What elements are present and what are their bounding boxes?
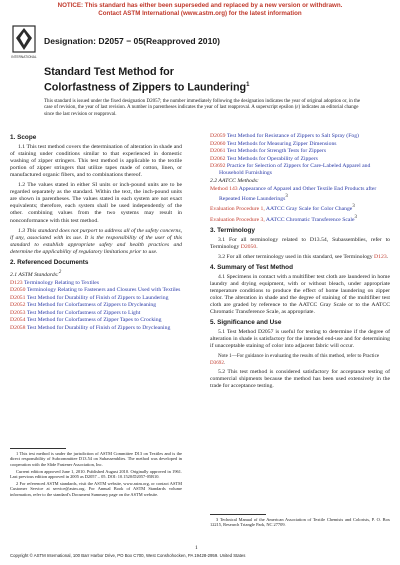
- title-line-2: [44, 79, 250, 95]
- astm-reference-list: [10, 280, 182, 332]
- reference-footnote-mark: 3: [354, 214, 357, 220]
- reference-title: Practice for Selection of Zippers for Care-Labeled Apparel and Household Furnishings: [219, 163, 371, 177]
- footnote-rule-right: [210, 514, 266, 515]
- aatcc-reference-list: [210, 186, 390, 224]
- reference-footnote-mark: 3: [352, 204, 355, 210]
- reference-code[interactable]: D2061: [210, 148, 226, 155]
- footnotes-left: [10, 451, 182, 499]
- footnote: 3 Technical Manual of the American Association of Textile Chemists and Colorists, P. O. Box 12215, Research Triangle Park, NC 27709.: [210, 517, 390, 528]
- terminology-p1-link[interactable]: D2050: [240, 243, 257, 250]
- reference-item[interactable]: [10, 280, 182, 287]
- reference-item[interactable]: [10, 295, 182, 302]
- reference-code[interactable]: D2059: [210, 133, 226, 139]
- title-footnote-mark: 1: [246, 82, 250, 88]
- scope-paragraph-3: 1.3 This standard does not purport to address all of the safety concerns, if any, associated with its use. It is the responsibility of the user of this standard to establish appropriate safety and health practices and determine the applicability of regulatory limitations prior to use.: [10, 227, 182, 255]
- reference-code[interactable]: D2051: [10, 294, 26, 301]
- reference-item[interactable]: [10, 310, 182, 317]
- reference-item[interactable]: [10, 287, 182, 294]
- supersede-notice: [0, 2, 400, 18]
- reference-code[interactable]: D2060: [210, 140, 226, 147]
- reference-item[interactable]: [210, 133, 390, 140]
- reference-code[interactable]: D2058: [10, 325, 26, 332]
- reference-title: AATCC Chromatic Transference Scale: [265, 216, 355, 223]
- astm-logo: [10, 24, 38, 62]
- reference-item[interactable]: [10, 325, 182, 332]
- reference-code[interactable]: D2054: [10, 317, 26, 324]
- notice-line-1: NOTICE: This standard has either been superseded and replaced by a new version or withdrawn.: [57, 2, 343, 9]
- reference-code[interactable]: D3692: [210, 163, 226, 170]
- reference-title: AATCC Gray Scale for Color Change: [265, 206, 353, 213]
- reference-item[interactable]: [210, 163, 390, 177]
- terminology-p1-end: .: [256, 243, 258, 250]
- reference-title: Test Method for Colorfastness of Zippers to Drycleaning: [26, 302, 157, 309]
- footnote: Current edition approved June 1, 2010. Published August 2010. Originally approved in 1961. Last previous edition approved in 2005 as D2057 – 05. DOI: 10.1520/D2057-05R10.: [10, 468, 182, 480]
- summary-paragraph-1: 4.1 Specimens in contact with a multifiber test cloth are laundered in home laundry and drying equipment, with or without bleach, under appropriate temperature conditions to produce the effect of home laundering on zipper color. The alteration in shade and the degree of staining of the multifiber test cloth are graded by reference to the AATCC Gray Scale or to the AATCC Chromatic Transference Scale, as appropriate.: [210, 273, 390, 316]
- reference-code[interactable]: Evaluation Procedure 1,: [210, 206, 265, 213]
- reference-code[interactable]: Method 143: [210, 185, 238, 192]
- reference-item[interactable]: [210, 186, 390, 203]
- reference-item[interactable]: [10, 317, 182, 324]
- designation: Designation: D2057 − 05(Reapproved 2010): [44, 36, 220, 46]
- scope-paragraph-1: 1.1 This test method covers the determination of alteration in shade and of staining under conditions similar to that experienced in domestic washing of zipper stringers. This test method is applicable to the textile portion of zipper stringers that utilize tapes made of cotton, linen, or manufactured organic fibers, and to combinations thereof.: [10, 144, 182, 179]
- terminology-p2-text: 3.2 For all other terminology used in this standard, see Terminology: [218, 253, 375, 260]
- note-link[interactable]: D3692: [210, 359, 224, 366]
- footnote-rule-left: [10, 448, 66, 449]
- right-column: [210, 133, 390, 393]
- astm-reference-list-continued: [210, 133, 390, 177]
- terminology-paragraph-2: [210, 254, 390, 261]
- reference-item[interactable]: [210, 203, 390, 213]
- reference-code[interactable]: D123: [10, 279, 23, 286]
- left-column: [10, 131, 182, 333]
- section-heading-terminology: 3. Terminology: [210, 226, 255, 234]
- terminology-p2-end: .: [386, 253, 389, 260]
- reference-item[interactable]: [210, 214, 390, 224]
- reference-code[interactable]: D2062: [210, 155, 226, 162]
- section-heading-summary: 4. Summary of Test Method: [210, 263, 293, 271]
- astm-footnote-mark: 2: [58, 269, 62, 275]
- reference-item[interactable]: [210, 156, 390, 163]
- reference-title: Test Method for Colorfastness of Zipper Tapes to Crocking: [26, 317, 162, 324]
- reference-title: Test Method for Resistance of Zippers to Salt Spray (Fog): [226, 133, 359, 139]
- note-end: .: [223, 359, 226, 366]
- reference-code[interactable]: D2050: [10, 287, 26, 294]
- page-number: 1: [195, 545, 198, 551]
- aatcc-methods-subheading: 2.2 AATCC Methods:: [210, 177, 259, 184]
- astm-standards-label: 2.1 ASTM Standards:: [10, 271, 59, 278]
- issuance-statement: This standard is issued under the fixed designation D2057; the number immediately following the designation indicates the year of original adoption or, in the case of revision, the year of last revision. A number in parentheses indicates the year of last reapproval. A superscript epsilon (ε) indicates an editorial change since the last revision or reapproval.: [44, 99, 361, 117]
- document-title: [44, 66, 250, 95]
- astm-standards-subheading: [10, 269, 182, 279]
- terminology-p2-link[interactable]: D123: [374, 253, 387, 260]
- footnote: 1 This test method is under the jurisdiction of ASTM Committee D13 on Textiles and is the direct responsibility of Subcommittee D13.54 on Subassemblies. The method was developed in cooperation with the Slide Fastener Association, Inc.: [10, 451, 182, 467]
- reference-title: Appearance of Apparel and Other Textile End Products after Repeated Home Launderings: [219, 185, 377, 202]
- section-heading-referenced-documents: 2. Referenced Documents: [10, 258, 89, 266]
- reference-title: Test Methods for Measuring Zipper Dimensions: [226, 140, 337, 147]
- reference-title: Test Methods for Strength Tests for Zippers: [226, 148, 327, 155]
- copyright-line: Copyright © ASTM International, 100 Barr Harbor Drive, PO Box C700, West Conshohocken, PA 19428-2959. United States: [10, 553, 246, 558]
- section-heading-scope: 1. Scope: [10, 134, 37, 141]
- reference-code[interactable]: D2053: [10, 309, 26, 316]
- note-text: Note 1—For guidance in evaluating the results of this method, refer to Practice: [218, 353, 380, 360]
- significance-paragraph-2: 5.2 This test method is considered satisfactory for acceptance testing of commercial shipments because the method has been used extensively in the trade for acceptance testing.: [210, 368, 390, 389]
- terminology-p1-text: 3.1 For all terminology related to D13.54, Subassemblies, refer to Terminology: [210, 236, 390, 250]
- reference-title: Terminology Relating to Textiles: [23, 279, 100, 286]
- notice-line-2: Contact ASTM International (www.astm.org) for the latest information: [98, 10, 302, 17]
- reference-item[interactable]: [210, 148, 390, 155]
- footnotes-right: [210, 517, 390, 529]
- logo-text: INTERNATIONAL: [11, 55, 37, 59]
- title-main: Colorfastness of Zippers to Laundering: [44, 81, 247, 94]
- terminology-paragraph-1: [210, 237, 390, 251]
- reference-title: Test Method for Durability of Finish of Zippers to Laundering: [26, 294, 169, 301]
- reference-item[interactable]: [210, 141, 390, 148]
- significance-paragraph-1: 5.1 Test Method D2057 is useful for testing to determine if the degree of alteration in shade is satisfactory for the intended end-use and for determining if unacceptable staining of color into adjacent fabric will occur.: [210, 329, 390, 350]
- reference-title: Test Methods for Operability of Zippers: [226, 155, 318, 162]
- reference-title: Terminology Relating to Fasteners and Closures Used with Textiles: [26, 287, 181, 294]
- reference-title: Test Method for Durability of Finish of Zippers to Drycleaning: [26, 325, 171, 332]
- reference-code[interactable]: D2052: [10, 302, 26, 309]
- title-line-1: Standard Test Method for: [44, 66, 174, 78]
- reference-footnote-mark: 3: [285, 193, 288, 199]
- reference-title: Test Method for Colorfastness of Zippers to Light: [26, 309, 141, 316]
- footnote: 2 For referenced ASTM standards, visit the ASTM website, www.astm.org, or contact ASTM Customer Service at service@astm.org. For Annual Book of ASTM Standards volume information, refer to the standard's Document Summary page on the ASTM website.: [10, 481, 182, 497]
- significance-note-1: [210, 353, 390, 365]
- reference-code[interactable]: Evaluation Procedure 3,: [210, 216, 265, 223]
- scope-paragraph-2: 1.2 The values stated in either SI units or inch-pound units are to be regarded separately as the standard. Within the text, the inch-pound units are shown in parentheses. The values stated in each system are not exact equivalents; therefore, each system shall be used independently of the other. combining values from the two systems may result in nonconformance with this test method.: [10, 182, 182, 224]
- section-heading-significance: 5. Significance and Use: [210, 319, 282, 327]
- reference-item[interactable]: [10, 302, 182, 309]
